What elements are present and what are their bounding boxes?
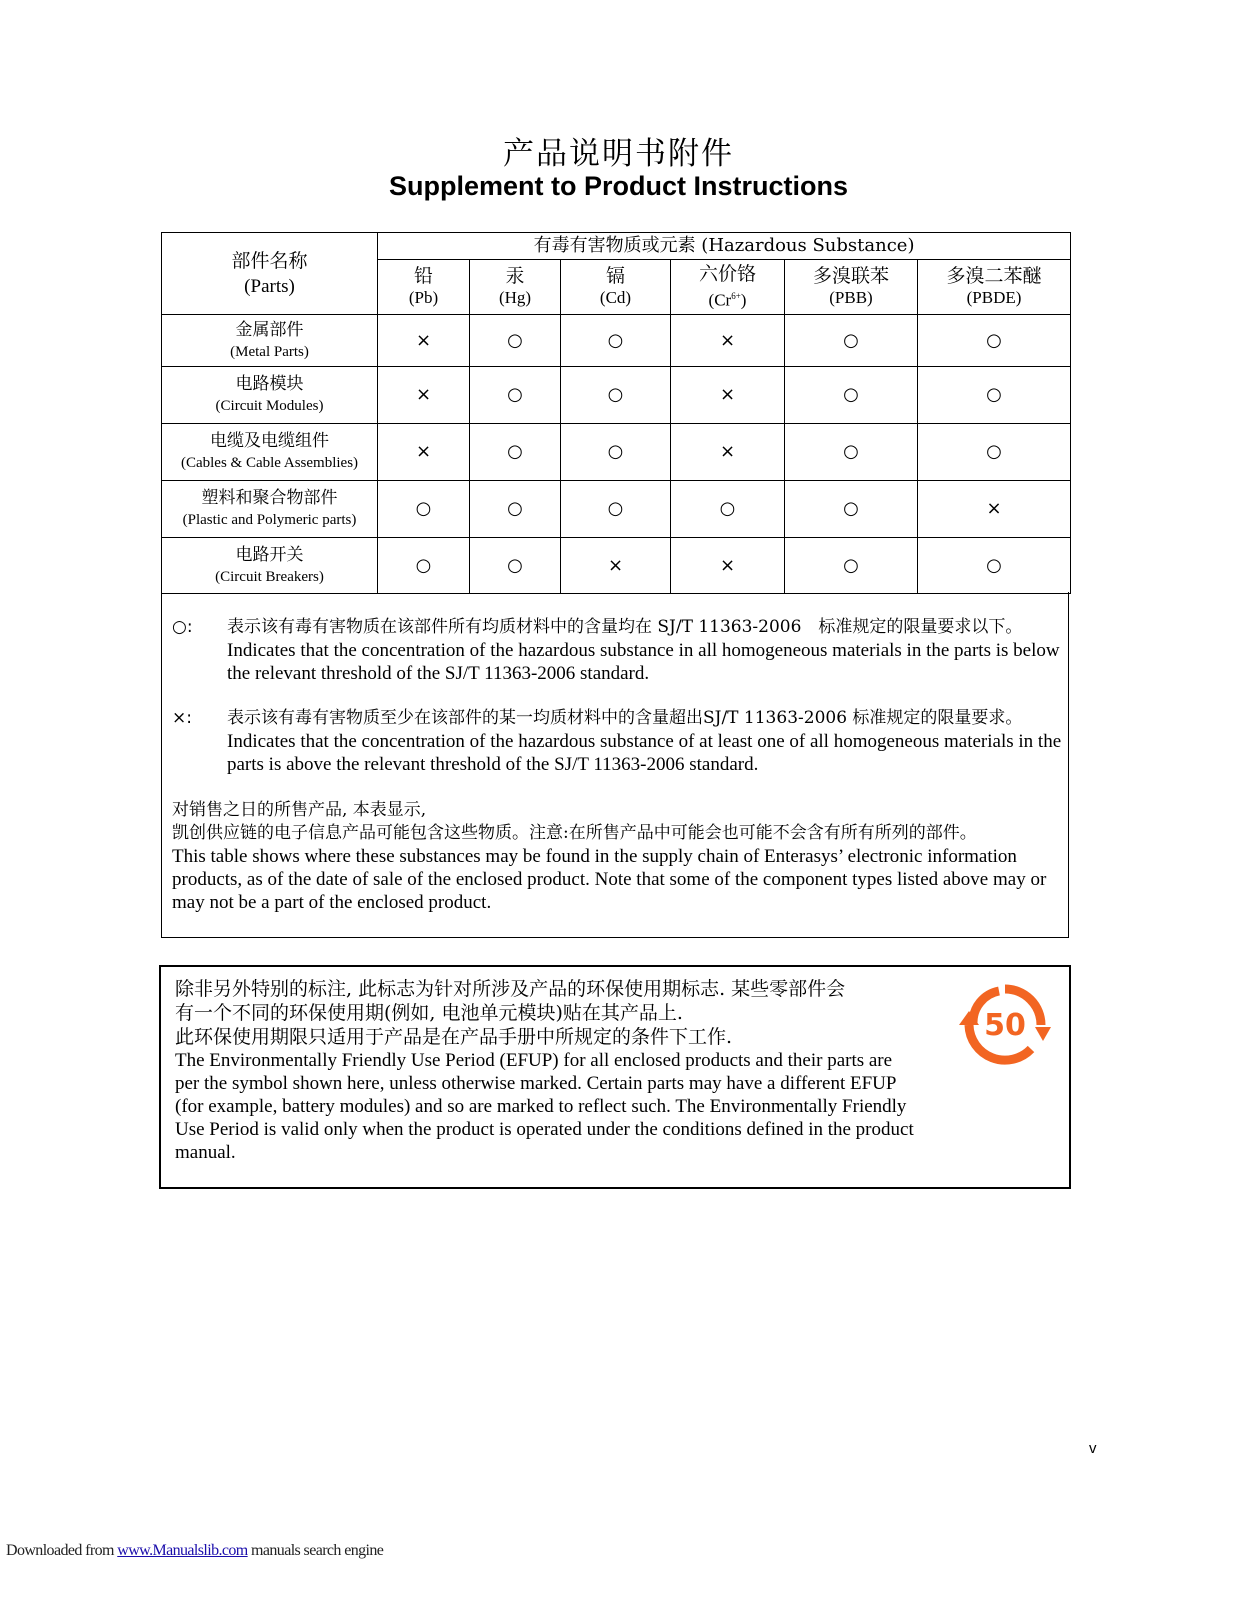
mark-cell: ○: [918, 538, 1071, 594]
table-explanation-note: [172, 799, 1062, 914]
circle-note-body: [227, 616, 1062, 685]
substance-header-hg: [470, 260, 561, 315]
part-name-en: (Circuit Breakers): [215, 568, 324, 585]
mark-cell: ×: [378, 367, 470, 424]
mark-cell: ○: [561, 481, 671, 538]
footer-suffix: manuals search engine: [247, 1542, 384, 1559]
part-name-cell: [162, 538, 378, 594]
part-name-cn: 塑料和聚合物部件: [201, 488, 338, 508]
efup-notice-box: [159, 965, 1071, 1189]
parts-header-cell: [162, 233, 378, 315]
mark-cell: ○: [470, 367, 561, 424]
efup-cn-line-2: 有一个不同的环保使用期(例如, 电池单元模块)贴在其产品上.: [175, 1002, 683, 1024]
table-note-cn-1: 对销售之日的所售产品, 本表显示,: [172, 800, 427, 820]
part-name-cn: 电路开关: [235, 544, 304, 565]
cross-note-en: Indicates that the concentration of the hazardous substance of at least one of all homogeneous materials in the parts is above the relevant threshold of the SJ/T 11363-2006 standard.: [227, 731, 1062, 775]
mark-cell: ○: [785, 367, 918, 424]
mark-cell: ○: [470, 315, 561, 367]
substance-en: (Hg): [498, 288, 532, 307]
substance-en-base: (Cr: [708, 290, 732, 310]
substance-header-pb: [378, 260, 470, 315]
mark-cell: ○: [785, 538, 918, 594]
mark-cell: ×: [671, 424, 785, 481]
table-row: [162, 538, 1071, 594]
efup-cn-line-3: 此环保使用期限只适用于产品是在产品手册中所规定的条件下工作.: [175, 1026, 733, 1048]
part-name-cn: 电缆及电缆组件: [210, 431, 329, 451]
part-name-en: (Plastic and Polymeric parts): [182, 512, 357, 528]
mark-cell: ○: [378, 481, 470, 538]
legend-notes-box: [161, 592, 1069, 938]
circle-mark: ○:: [172, 617, 193, 637]
mark-cell: ○: [561, 315, 671, 367]
mark-cell: ×: [561, 538, 671, 594]
substance-cn: 镉: [605, 265, 625, 287]
part-name-en: (Cables & Cable Assemblies): [180, 455, 359, 471]
substance-header-cd: [561, 260, 671, 315]
substance-header-pbde: [918, 260, 1071, 315]
mark-cell: ×: [378, 424, 470, 481]
part-name-cell: [162, 315, 378, 367]
part-name-en: (Metal Parts): [230, 343, 309, 360]
substance-header-cr6: [671, 260, 785, 315]
parts-header-cn: 部件名称: [231, 249, 308, 272]
efup-en-text: The Environmentally Friendly Use Period (EFUP) for all enclosed products and their parts are per the symbol shown here, unless otherwise marked. Certain parts may have a different EFUP (for example, battery modules) and so are marked to reflect such. The Environmentally Friendly Use Period is valid only when the product is operated under the conditions defined in the product manual.: [175, 1050, 914, 1163]
mark-cell: ○: [671, 481, 785, 538]
table-row: [162, 481, 1071, 538]
efup-text: [175, 977, 915, 1164]
efup-50-logo-icon: [959, 983, 1051, 1065]
cross-mark: ×:: [172, 708, 192, 728]
footer-prefix: Downloaded from: [6, 1542, 118, 1559]
efup-logo-number: 50: [984, 1008, 1026, 1043]
efup-cn-line-1: 除非另外特别的标注, 此标志为针对所涉及产品的环保使用期标志. 某些零部件会: [175, 978, 846, 1000]
mark-cell: ×: [378, 315, 470, 367]
mark-cell: ×: [671, 315, 785, 367]
page-number: v: [1089, 1440, 1097, 1457]
substance-cn: 多溴二苯醚: [946, 265, 1042, 287]
table-row: [162, 315, 1071, 367]
substance-header-pbb: [785, 260, 918, 315]
cross-note-body: [227, 707, 1062, 776]
mark-cell: ○: [561, 367, 671, 424]
parts-header-en: (Parts): [244, 275, 295, 297]
part-name-en: (Circuit Modules): [215, 398, 324, 414]
part-name-cell: [162, 367, 378, 424]
mark-cell: ×: [918, 481, 1071, 538]
part-name-cn: 金属部件: [235, 319, 304, 340]
mark-cell: ○: [470, 481, 561, 538]
substance-en: (Cd): [599, 288, 632, 307]
page-title-english: Supplement to Product Instructions: [388, 171, 848, 201]
substance-cn: 六价铬: [698, 262, 756, 285]
substance-cn: 铅: [413, 265, 433, 287]
hazardous-substance-header: 有毒有害物质或元素 (Hazardous Substance): [378, 233, 1071, 260]
substance-en: (PBB): [829, 288, 873, 307]
substance-en: [671, 285, 784, 312]
table-row: [162, 424, 1071, 481]
substance-en-close: ): [740, 290, 747, 310]
part-name-cell: [162, 481, 378, 538]
circle-note-cn: 表示该有毒有害物质在该部件所有均质材料中的含量均在 SJ/T 11363-2006 标准规定的限量要求以下。: [227, 617, 1023, 637]
part-name-cell: [162, 424, 378, 481]
hazardous-substance-table: [161, 232, 1071, 594]
substance-en: (PBDE): [966, 288, 1022, 307]
table-note-cn-2: 凯创供应链的电子信息产品可能包含这些物质。注意:在所售产品中可能会也可能不会含有所有所列的部件。: [172, 823, 977, 843]
substance-cn: 汞: [505, 265, 525, 287]
table-row: [162, 367, 1071, 424]
table-note-en: This table shows where these substances may be found in the supply chain of Enterasys’ electronic information products, as of the date of sale of the enclosed product. Note that some of the component types listed above may or may not be a part of the enclosed product.: [172, 846, 1047, 913]
mark-cell: ×: [671, 538, 785, 594]
manualslib-link[interactable]: www.Manualslib.com: [117, 1542, 248, 1559]
mark-cell: ○: [785, 481, 918, 538]
page-title-chinese: 产品说明书附件: [503, 136, 734, 172]
mark-cell: ×: [671, 367, 785, 424]
mark-cell: ○: [918, 424, 1071, 481]
mark-cell: ○: [561, 424, 671, 481]
mark-cell: ○: [470, 424, 561, 481]
mark-cell: ○: [470, 538, 561, 594]
substance-cn: 多溴联苯: [812, 265, 889, 287]
mark-cell: ○: [785, 424, 918, 481]
mark-cell: ○: [918, 315, 1071, 367]
substance-en: (Pb): [408, 288, 439, 307]
download-footer: [6, 1542, 383, 1560]
mark-cell: ○: [785, 315, 918, 367]
substance-en-superscript: 6+: [731, 290, 741, 301]
part-name-cn: 电路模块: [235, 374, 304, 394]
cross-note-cn: 表示该有毒有害物质至少在该部件的某一均质材料中的含量超出SJ/T 11363-2006 标准规定的限量要求。: [227, 708, 1023, 728]
mark-cell: ○: [918, 367, 1071, 424]
mark-cell: ○: [378, 538, 470, 594]
circle-note-en: Indicates that the concentration of the hazardous substance in all homogeneous materials in the parts is below the relevant threshold of the SJ/T 11363-2006 standard.: [227, 640, 1060, 684]
